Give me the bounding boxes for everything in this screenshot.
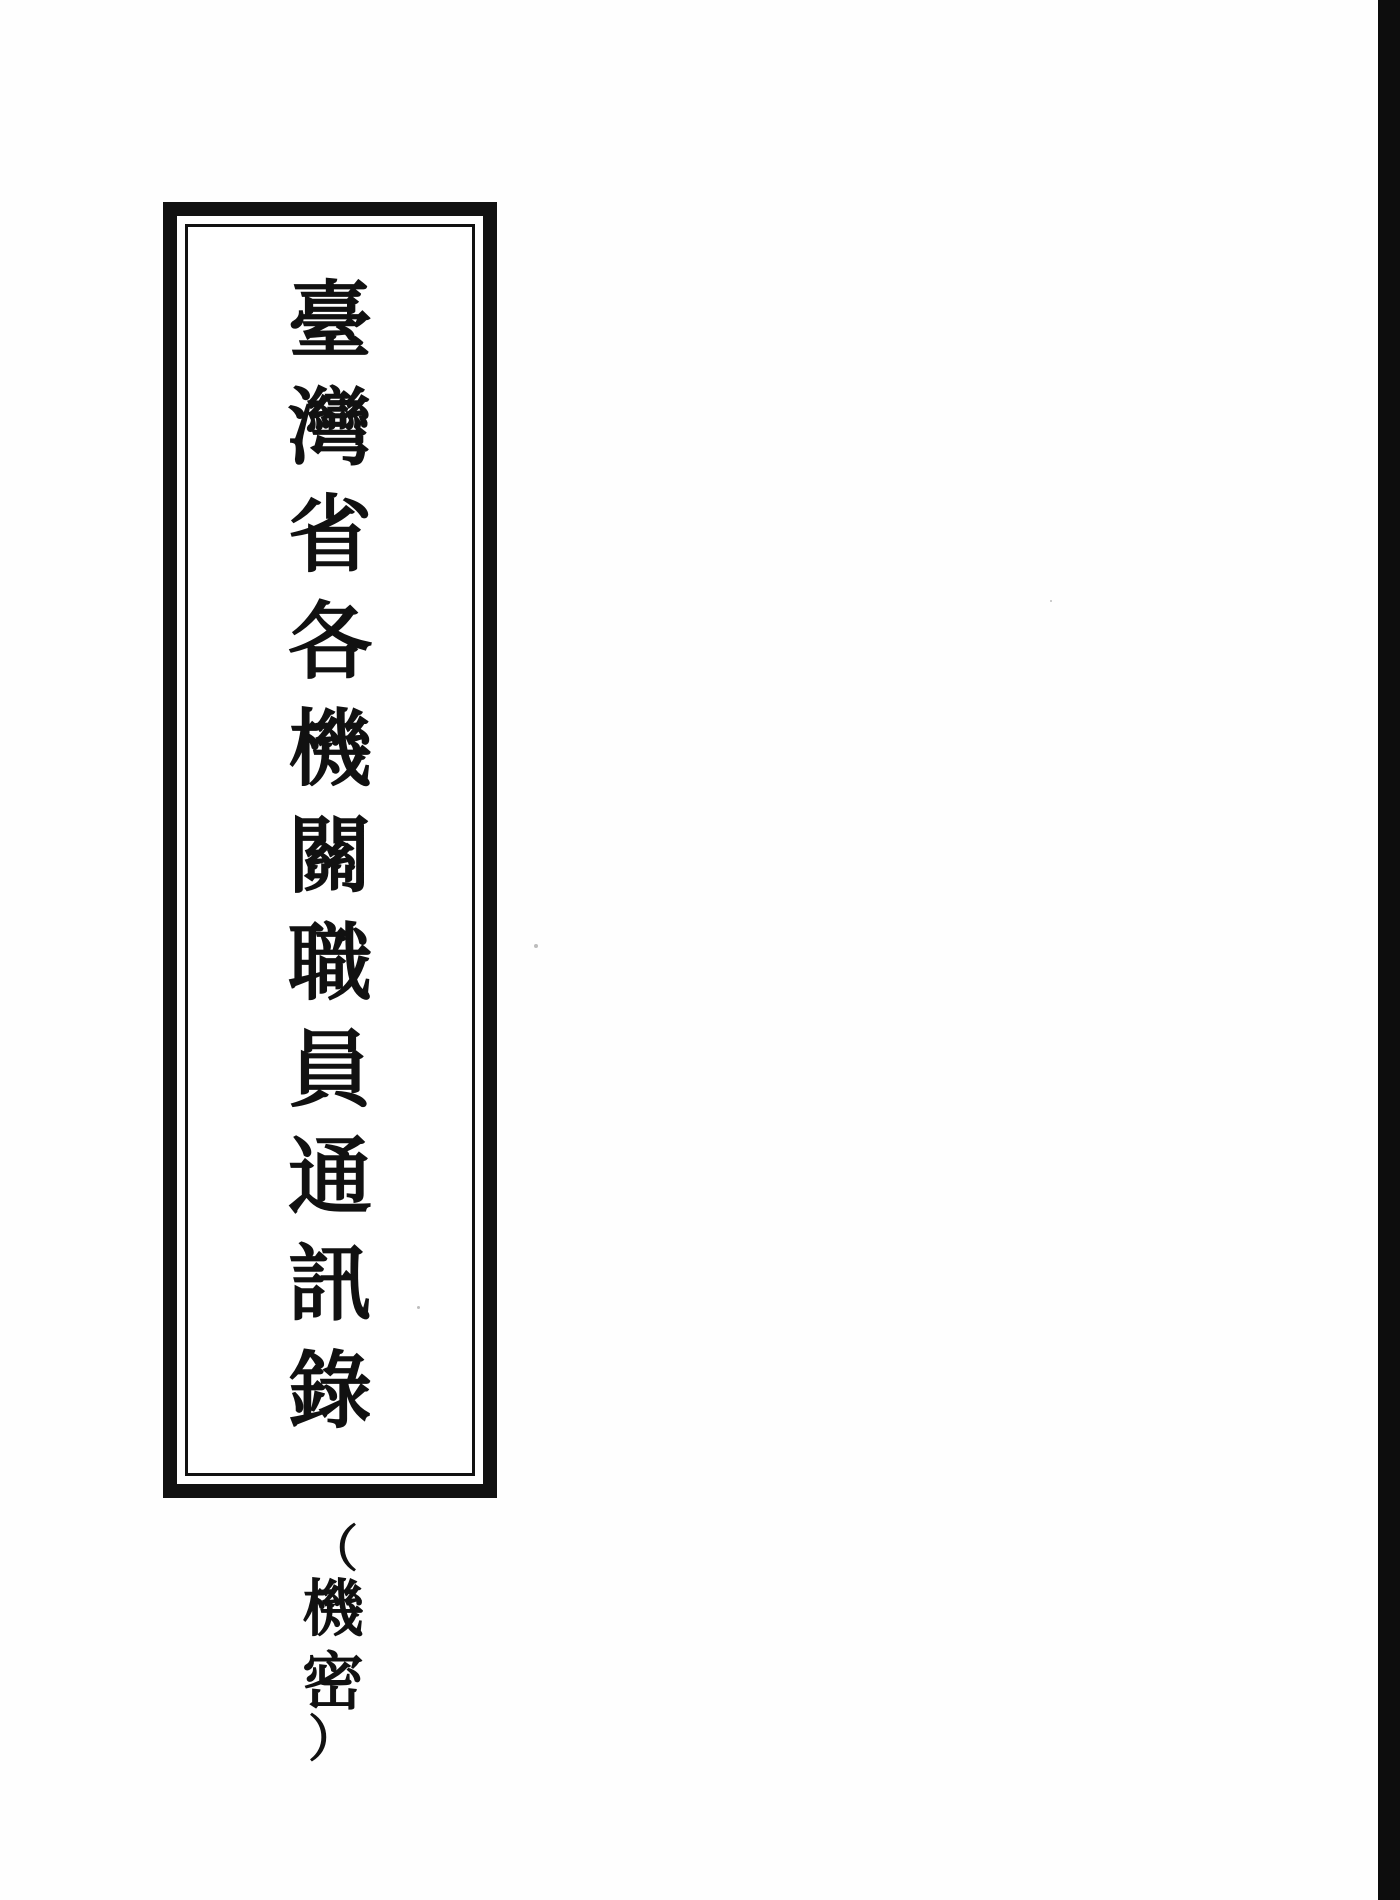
binding-edge	[1378, 0, 1400, 1900]
classification-close-paren: ）	[308, 1709, 358, 1769]
scan-speck	[1050, 600, 1052, 602]
classification-marking	[258, 1519, 408, 1769]
title-char: 機	[287, 699, 372, 798]
vertical-title-text	[188, 227, 472, 1473]
title-char: 錄	[287, 1341, 372, 1440]
title-char: 訊	[287, 1234, 372, 1333]
title-char: 職	[287, 913, 372, 1012]
title-char: 臺	[287, 271, 372, 370]
title-char: 省	[287, 485, 372, 584]
title-char: 員	[287, 1020, 372, 1119]
scan-speck	[534, 944, 538, 948]
classification-char: 密	[301, 1645, 364, 1719]
binding-edge-highlight	[1370, 0, 1378, 1900]
classification-open-paren: （	[308, 1519, 358, 1578]
title-cartouche-gap	[177, 216, 483, 1484]
title-cartouche-inner-border	[185, 224, 475, 1476]
title-cartouche	[163, 202, 497, 1498]
title-char: 灣	[287, 378, 372, 477]
classification-char: 機	[301, 1572, 364, 1645]
scan-speck	[417, 1306, 420, 1309]
title-char: 通	[287, 1127, 372, 1226]
title-char: 關	[287, 806, 372, 905]
title-char: 各	[287, 592, 372, 691]
